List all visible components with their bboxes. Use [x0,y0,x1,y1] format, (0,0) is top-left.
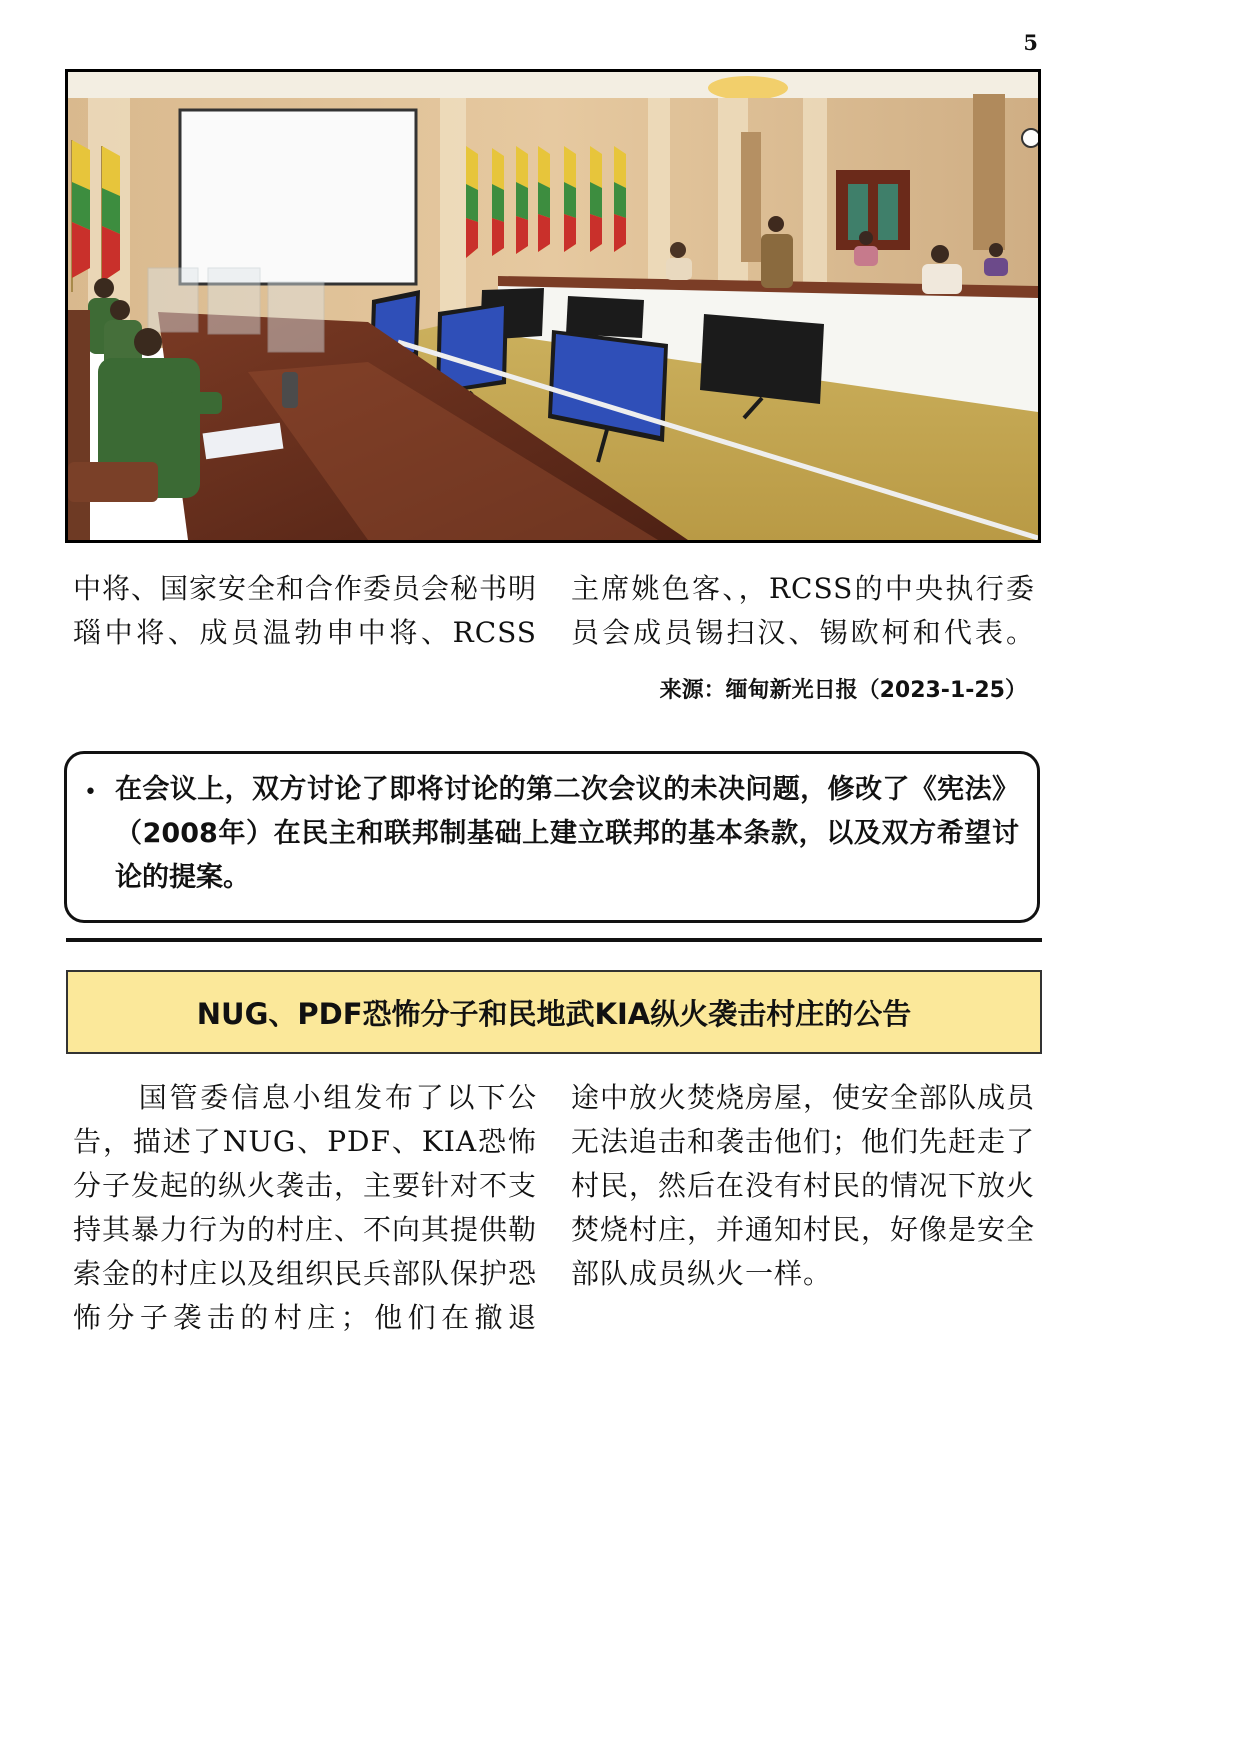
section-divider [66,938,1042,942]
section-title: NUG、PDF恐怖分子和民地武KIA纵火袭击村庄的公告 [196,996,912,1031]
article-body [73,1076,1035,1340]
section-title-banner [66,970,1042,1054]
page-number: 5 [1023,30,1038,55]
bullet-icon: • [84,780,97,805]
summary-callout-box [64,751,1040,923]
article-left-column [73,1076,537,1340]
article-right-column: 途中放火焚烧房屋，使安全部队成员无法追击和袭击他们；他们先赶走了村民，然后在没有村民的情况下放火焚烧村庄，并通知村民，好像是安全部队成员纵火一样。 [571,1081,1036,1290]
meeting-room-photo [65,69,1041,543]
caption-left-column: 中将、国家安全和合作委员会秘书明瑙中将、成员温勃申中将、RCSS [73,572,538,649]
article-left-text: 国管委信息小组发布了以下公告，描述了NUG、PDF、KIA恐怖分子发起的纵火袭击，主要针对不支持其暴力行为的村庄、不向其提供勒索金的村庄以及组织民兵部队保护恐怖分子袭击的村庄；他们在撤退 [73,1081,538,1334]
photo-caption [73,567,1035,655]
source-credit: 来源：缅甸新光日报（2023-1-25） [659,678,1027,703]
callout-text: 在会议上，双方讨论了即将讨论的第二次会议的未决问题，修改了《宪法》（2008年）在民主和联邦制基础上建立联邦的基本条款，以及双方希望讨论的提案。 [115,774,1019,893]
caption-right-column: 主席姚色客、，RCSS的中央执行委员会成员锡扫汉、锡欧柯和代表。 [571,572,1035,649]
